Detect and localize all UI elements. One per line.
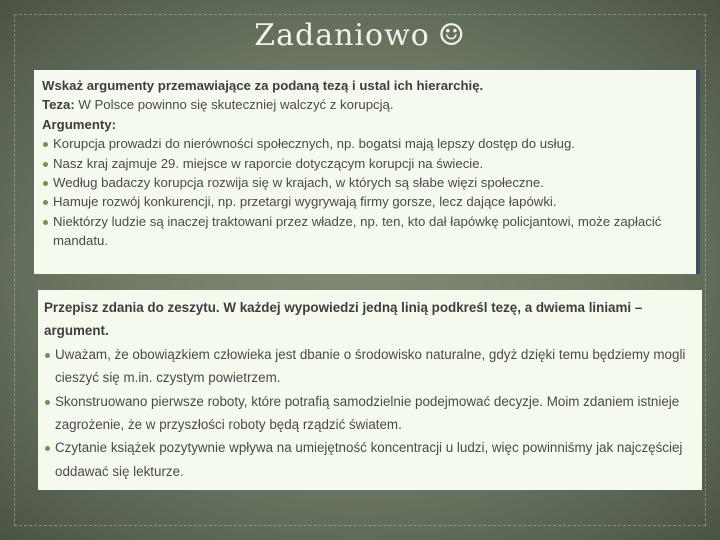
slide-title	[0, 18, 720, 53]
thesis-line	[42, 95, 688, 114]
exercise-2-heading: Przepisz zdania do zeszytu. W każdej wypowiedzi jedną linią podkreśl tezę, a dwiema liniami – argument.	[44, 300, 643, 339]
list-item: Skonstruowano pierwsze roboty, które potrafią samodzielnie podejmować decyzje. Moim zdaniem istnieje zagrożenie, że w przyszłości roboty będą rządzić światem.	[44, 390, 692, 437]
slide-title-text: Zadaniowo	[254, 18, 430, 53]
arguments-list	[42, 134, 688, 250]
arguments-label: Argumenty:	[42, 116, 116, 132]
thesis-text: W Polsce powinno się skuteczniej walczyć z korupcją.	[74, 97, 394, 113]
list-item: Niektórzy ludzie są inaczej traktowani przez władze, np. ten, kto dał łapówkę policjantowi, może zapłacić mandatu.	[42, 212, 688, 251]
list-item: Hamuje rozwój konkurencji, np. przetargi wygrywają firmy gorsze, lecz dające łapówki.	[42, 192, 688, 211]
list-item: Uważam, że obowiązkiem człowieka jest dbanie o środowisko naturalne, gdyż dzięki temu będziemy mogli cieszyć się m.in. czystym powietrzem.	[44, 343, 692, 390]
exercise-1-card	[34, 70, 700, 274]
list-item: Korupcja prowadzi do nierówności społecznych, np. bogatsi mają lepszy dostęp do usług.	[42, 134, 688, 153]
list-item: Czytanie książek pozytywnie wpływa na umiejętność koncentracji u ludzi, więc powinniśmy jak najczęściej oddawać się lekturze.	[44, 436, 692, 483]
smiley-face-icon: ☺	[437, 18, 466, 53]
list-item: Według badaczy korupcja rozwija się w krajach, w których są słabe więzi społeczne.	[42, 173, 688, 192]
exercise-1-heading: Wskaż argumenty przemawiające za podaną tezą i ustal ich hierarchię.	[42, 78, 484, 93]
list-item: Nasz kraj zajmuje 29. miejsce w raporcie dotyczącym korupcji na świecie.	[42, 154, 688, 173]
sentences-list	[44, 343, 692, 483]
exercise-2-card	[38, 290, 702, 490]
thesis-label: Teza:	[42, 97, 75, 113]
